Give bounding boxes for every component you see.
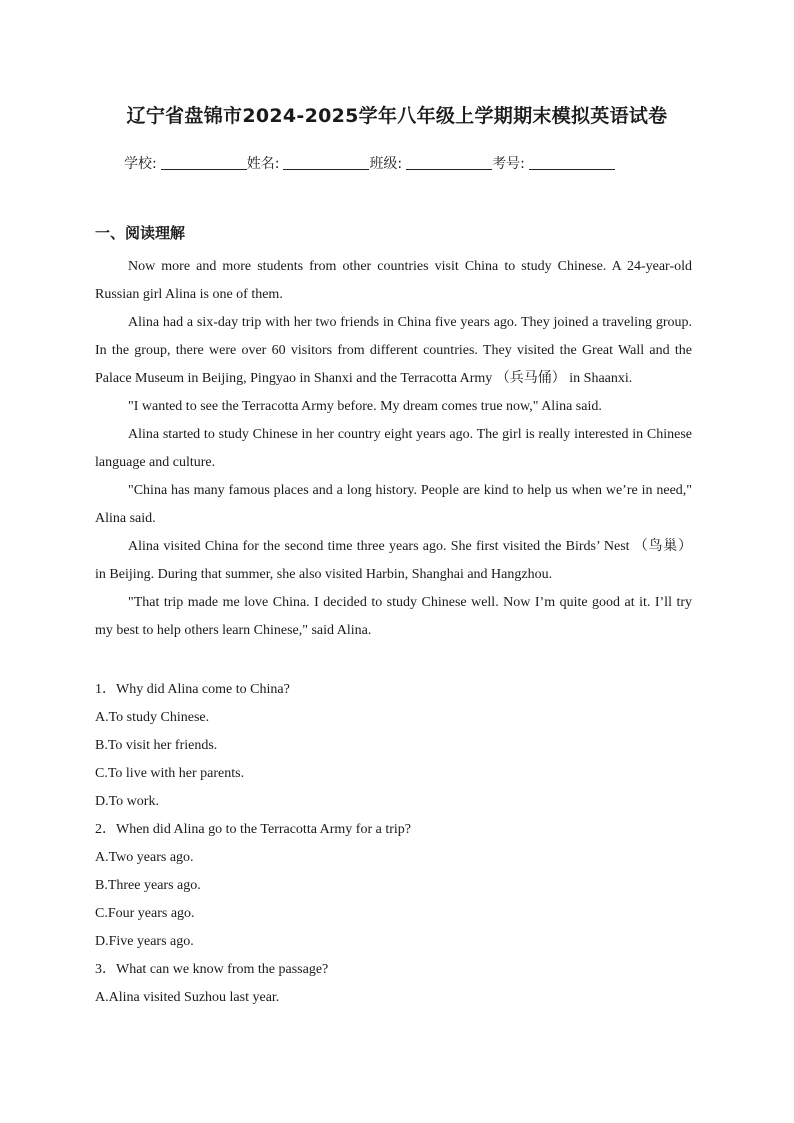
answer-option[interactable]: B.Three years ago. [95, 878, 201, 893]
exam-number-label: 考号: [492, 156, 525, 172]
passage-paragraph: "That trip made me love China. I decided to study Chinese well. Now I’m quite good at it. I’ll try my best to help others learn Chinese," said Alina. [95, 595, 692, 638]
name-label: 姓名: [246, 156, 280, 172]
section-heading: 一、阅读理解 [95, 224, 186, 242]
class-blank[interactable] [406, 157, 492, 170]
exam-number-blank[interactable] [529, 157, 615, 170]
exam-title: 辽宁省盘锦市2024-2025学年八年级上学期期末模拟英语试卷 [126, 105, 668, 127]
passage-paragraph: Alina had a six-day trip with her two friends in China five years ago. They joined a traveling group. In the group, there were over 60 visitors from different countries. They visited the Great Wall and the Palace Museum in Beijing, Pingyao in Shanxi and the Terracotta Army （兵马俑） in Shaanxi. [95, 315, 692, 386]
answer-option[interactable]: C.To live with her parents. [95, 766, 245, 781]
question-stem: 2．When did Alina go to the Terracotta Army for a trip? [95, 822, 412, 837]
answer-option[interactable]: D.Five years ago. [95, 934, 194, 949]
answer-option[interactable]: A.Two years ago. [95, 850, 194, 865]
student-info-row [124, 153, 684, 173]
name-field[interactable] [247, 153, 370, 173]
passage-paragraph: Now more and more students from other countries visit China to study Chinese. A 24-year-old Russian girl Alina is one of them. [95, 259, 692, 302]
question-stem: 1．Why did Alina come to China? [95, 682, 290, 697]
exam-number-field[interactable] [492, 153, 615, 173]
class-field[interactable] [369, 153, 492, 173]
passage-paragraph: Alina visited China for the second time three years ago. She first visited the Birds’ Nest （鸟巢） in Beijing. During that summer, she also visited Harbin, Shanghai and Hangzhou. [95, 539, 692, 582]
school-blank[interactable] [161, 157, 247, 170]
school-field[interactable] [124, 153, 247, 173]
class-label: 班级: [369, 156, 403, 172]
school-label: 学校: [124, 156, 157, 172]
question-list [95, 676, 695, 1012]
question-stem: 3．What can we know from the passage? [95, 962, 329, 977]
answer-option[interactable]: A.Alina visited Suzhou last year. [95, 990, 280, 1005]
answer-option[interactable]: B.To visit her friends. [95, 738, 218, 753]
passage-paragraph: "China has many famous places and a long history. People are kind to help us when we’re in need," Alina said. [95, 483, 692, 526]
answer-option[interactable]: D.To work. [95, 794, 159, 809]
name-blank[interactable] [283, 157, 369, 170]
answer-option[interactable]: C.Four years ago. [95, 906, 195, 921]
passage-paragraph: Alina started to study Chinese in her country eight years ago. The girl is really interested in Chinese language and culture. [95, 427, 692, 470]
reading-passage [95, 253, 692, 645]
answer-option[interactable]: A.To study Chinese. [95, 710, 210, 725]
passage-paragraph: "I wanted to see the Terracotta Army before. My dream comes true now," Alina said. [128, 399, 602, 414]
